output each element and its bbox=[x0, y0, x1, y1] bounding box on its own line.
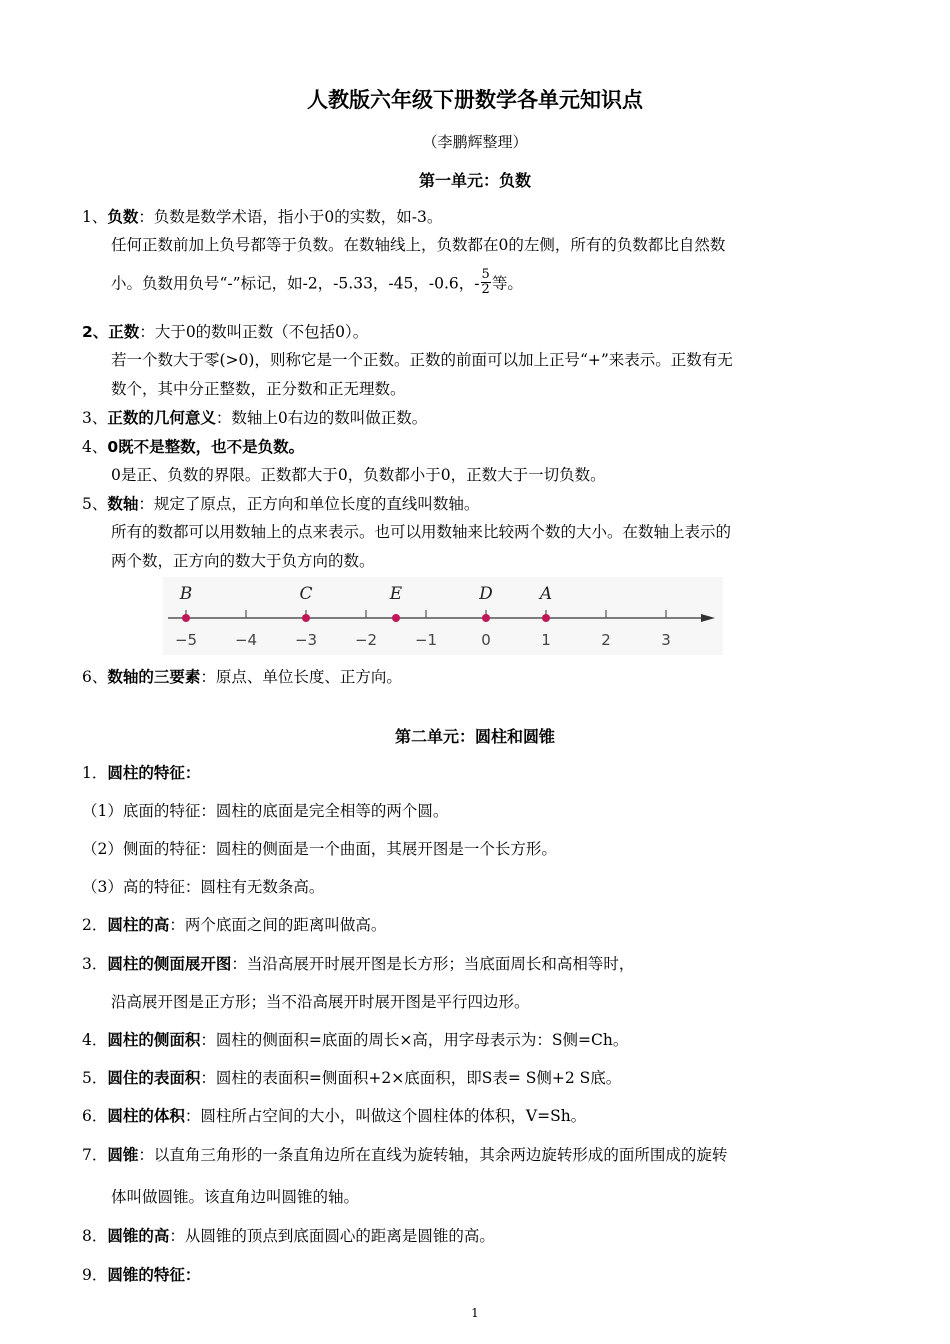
page-title: 人教版六年级下册数学各单元知识点 bbox=[307, 88, 643, 112]
item-number: 8． bbox=[82, 1227, 108, 1245]
item-text: 等。 bbox=[491, 274, 523, 293]
number-line-point bbox=[542, 614, 550, 622]
fraction bbox=[481, 268, 491, 297]
item-text: ：负数是数学术语，指小于0的实数，如-3。 bbox=[138, 208, 443, 226]
number-line-point-label: A bbox=[539, 584, 553, 604]
item-text: ：原点、单位长度、正方向。 bbox=[200, 668, 402, 686]
item-text: ：大于0的数叫正数（不包括0）。 bbox=[139, 323, 369, 341]
number-line-point bbox=[392, 614, 400, 622]
unit2-item4 bbox=[82, 1029, 628, 1051]
unit2-item5 bbox=[82, 1067, 621, 1089]
item-term: 圆柱的体积 bbox=[107, 1107, 185, 1125]
item-number: 3． bbox=[82, 955, 108, 973]
item-term: 数轴 bbox=[107, 495, 139, 513]
number-line-tick-label: 3 bbox=[661, 631, 671, 649]
item-term: 圆锥 bbox=[107, 1146, 139, 1164]
number-line-tick-label: −1 bbox=[414, 631, 438, 649]
number-line-point bbox=[302, 614, 310, 622]
item-number: 1． bbox=[82, 764, 108, 782]
item-text: ：规定了原点，正方向和单位长度的直线叫数轴。 bbox=[138, 495, 480, 513]
item-text: ：数轴上0右边的数叫做正数。 bbox=[215, 409, 428, 427]
number-line-point-label: C bbox=[299, 584, 313, 604]
unit1-item1-line2: 任何正数前加上负号都等于负数。在数轴线上，负数都在0的左侧，所有的负数都比自然数 bbox=[111, 236, 726, 254]
item-term: 圆住的表面积 bbox=[107, 1069, 201, 1087]
number-line-point bbox=[482, 614, 490, 622]
page-number: 1 bbox=[471, 1306, 479, 1320]
number-line-point-label: D bbox=[479, 584, 493, 604]
number-line-figure bbox=[163, 577, 723, 655]
unit1-item2-line2: 若一个数大于零(>0)，则称它是一个正数。正数的前面可以加上正号“+”来表示。正数有无 bbox=[111, 351, 733, 369]
unit2-item1 bbox=[82, 762, 200, 784]
unit1-item4 bbox=[82, 436, 304, 458]
item-term: 负数 bbox=[107, 208, 139, 226]
unit2-item3-line2: 沿高展开图是正方形；当不沿高展开时展开图是平行四边形。 bbox=[111, 993, 530, 1011]
unit1-item5-line3: 两个数，正方向的数大于负方向的数。 bbox=[111, 552, 375, 570]
unit1-item6 bbox=[82, 666, 402, 688]
item-number: 1、 bbox=[82, 208, 108, 226]
item-term: 正数的几何意义 bbox=[107, 409, 216, 427]
page-subtitle: （李鹏辉整理） bbox=[422, 133, 528, 151]
unit1-item1-line3 bbox=[111, 267, 523, 299]
unit2-sub1: （1）底面的特征：圆柱的底面是完全相等的两个圆。 bbox=[82, 802, 449, 820]
item-term: 圆锥的高 bbox=[107, 1227, 170, 1245]
item-number: 6． bbox=[82, 1107, 108, 1125]
item-text: 小。负数用负号“-”标记，如-2，-5.33，-45，-0.6，- bbox=[111, 274, 480, 293]
fraction-numerator: 5 bbox=[481, 267, 490, 282]
unit1-item4-line2: 0是正、负数的界限。正数都大于0，负数都小于0，正数大于一切负数。 bbox=[111, 466, 606, 484]
item-term: 正数 bbox=[108, 323, 140, 341]
item-text: ：当沿高展开时展开图是长方形；当底面周长和高相等时， bbox=[231, 955, 635, 973]
number-line-point-label: B bbox=[179, 584, 193, 604]
item-number: 5、 bbox=[82, 495, 108, 513]
item-term: 圆柱的侧面展开图 bbox=[107, 955, 232, 973]
unit1-heading: 第一单元：负数 bbox=[418, 171, 531, 190]
item-number: 3、 bbox=[82, 409, 108, 427]
unit2-item6 bbox=[82, 1105, 586, 1127]
number-line-tick-label: −4 bbox=[234, 631, 258, 649]
unit2-sub3: （3）高的特征：圆柱有无数条高。 bbox=[82, 878, 325, 896]
item-number: 5． bbox=[82, 1069, 108, 1087]
item-text: ：两个底面之间的距离叫做高。 bbox=[169, 916, 387, 934]
unit2-item8 bbox=[82, 1225, 495, 1247]
item-number: 2、 bbox=[82, 323, 109, 341]
unit1-item5 bbox=[82, 493, 479, 515]
unit2-heading: 第二单元：圆柱和圆锥 bbox=[394, 727, 555, 746]
item-number: 7． bbox=[82, 1146, 108, 1164]
item-number: 4． bbox=[82, 1031, 108, 1049]
fraction-denominator: 2 bbox=[481, 282, 490, 297]
unit1-item5-line2: 所有的数都可以用数轴上的点来表示。也可以用数轴来比较两个数的大小。在数轴上表示的 bbox=[111, 523, 732, 541]
item-term: 0既不是整数，也不是负数。 bbox=[107, 438, 305, 456]
item-term: 数轴的三要素 bbox=[107, 668, 201, 686]
unit2-sub2: （2）侧面的特征：圆柱的侧面是一个曲面，其展开图是一个长方形。 bbox=[82, 840, 557, 858]
unit2-item3 bbox=[82, 953, 634, 975]
item-text: ：圆柱的侧面积=底面的周长×高，用字母表示为：S侧=Ch。 bbox=[200, 1031, 629, 1049]
unit1-item2-line3: 数个，其中分正整数，正分数和正无理数。 bbox=[111, 380, 406, 398]
number-line-tick-label: 2 bbox=[601, 631, 611, 649]
number-line-point bbox=[182, 614, 190, 622]
item-term: 圆柱的侧面积 bbox=[107, 1031, 201, 1049]
item-text: ：圆柱的表面积=侧面积+2×底面积，即S表= S侧+2 S底。 bbox=[200, 1069, 622, 1087]
number-line-tick-label: −2 bbox=[354, 631, 378, 649]
item-term: 圆柱的特征： bbox=[107, 764, 201, 782]
item-text: ：以直角三角形的一条直角边所在直线为旋转轴，其余两边旋转形成的面所围成的旋转 bbox=[138, 1146, 728, 1164]
unit1-item3 bbox=[82, 407, 427, 429]
item-text: ：从圆锥的顶点到底面圆心的距离是圆锥的高。 bbox=[169, 1227, 495, 1245]
unit2-item7 bbox=[82, 1144, 727, 1166]
unit2-item2 bbox=[82, 914, 386, 936]
item-number: 4、 bbox=[82, 438, 108, 456]
number-line-tick-label: 1 bbox=[541, 631, 551, 649]
item-number: 2． bbox=[82, 916, 108, 934]
unit1-item2 bbox=[82, 321, 368, 343]
item-term: 圆锥的特征： bbox=[107, 1266, 201, 1284]
unit2-item9 bbox=[82, 1264, 200, 1286]
unit2-item7-line2: 体叫做圆锥。该直角边叫圆锥的轴。 bbox=[111, 1188, 360, 1206]
unit1-item1 bbox=[82, 206, 442, 228]
item-number: 9． bbox=[82, 1266, 108, 1284]
number-line-tick-label: −5 bbox=[174, 631, 198, 649]
number-line-tick-label: 0 bbox=[481, 631, 491, 649]
number-line-tick-label: −3 bbox=[294, 631, 318, 649]
item-text: ：圆柱所占空间的大小，叫做这个圆柱体的体积，V=Sh。 bbox=[184, 1107, 587, 1125]
item-term: 圆柱的高 bbox=[107, 916, 170, 934]
number-line-point-label: E bbox=[389, 584, 403, 604]
item-number: 6、 bbox=[82, 668, 108, 686]
